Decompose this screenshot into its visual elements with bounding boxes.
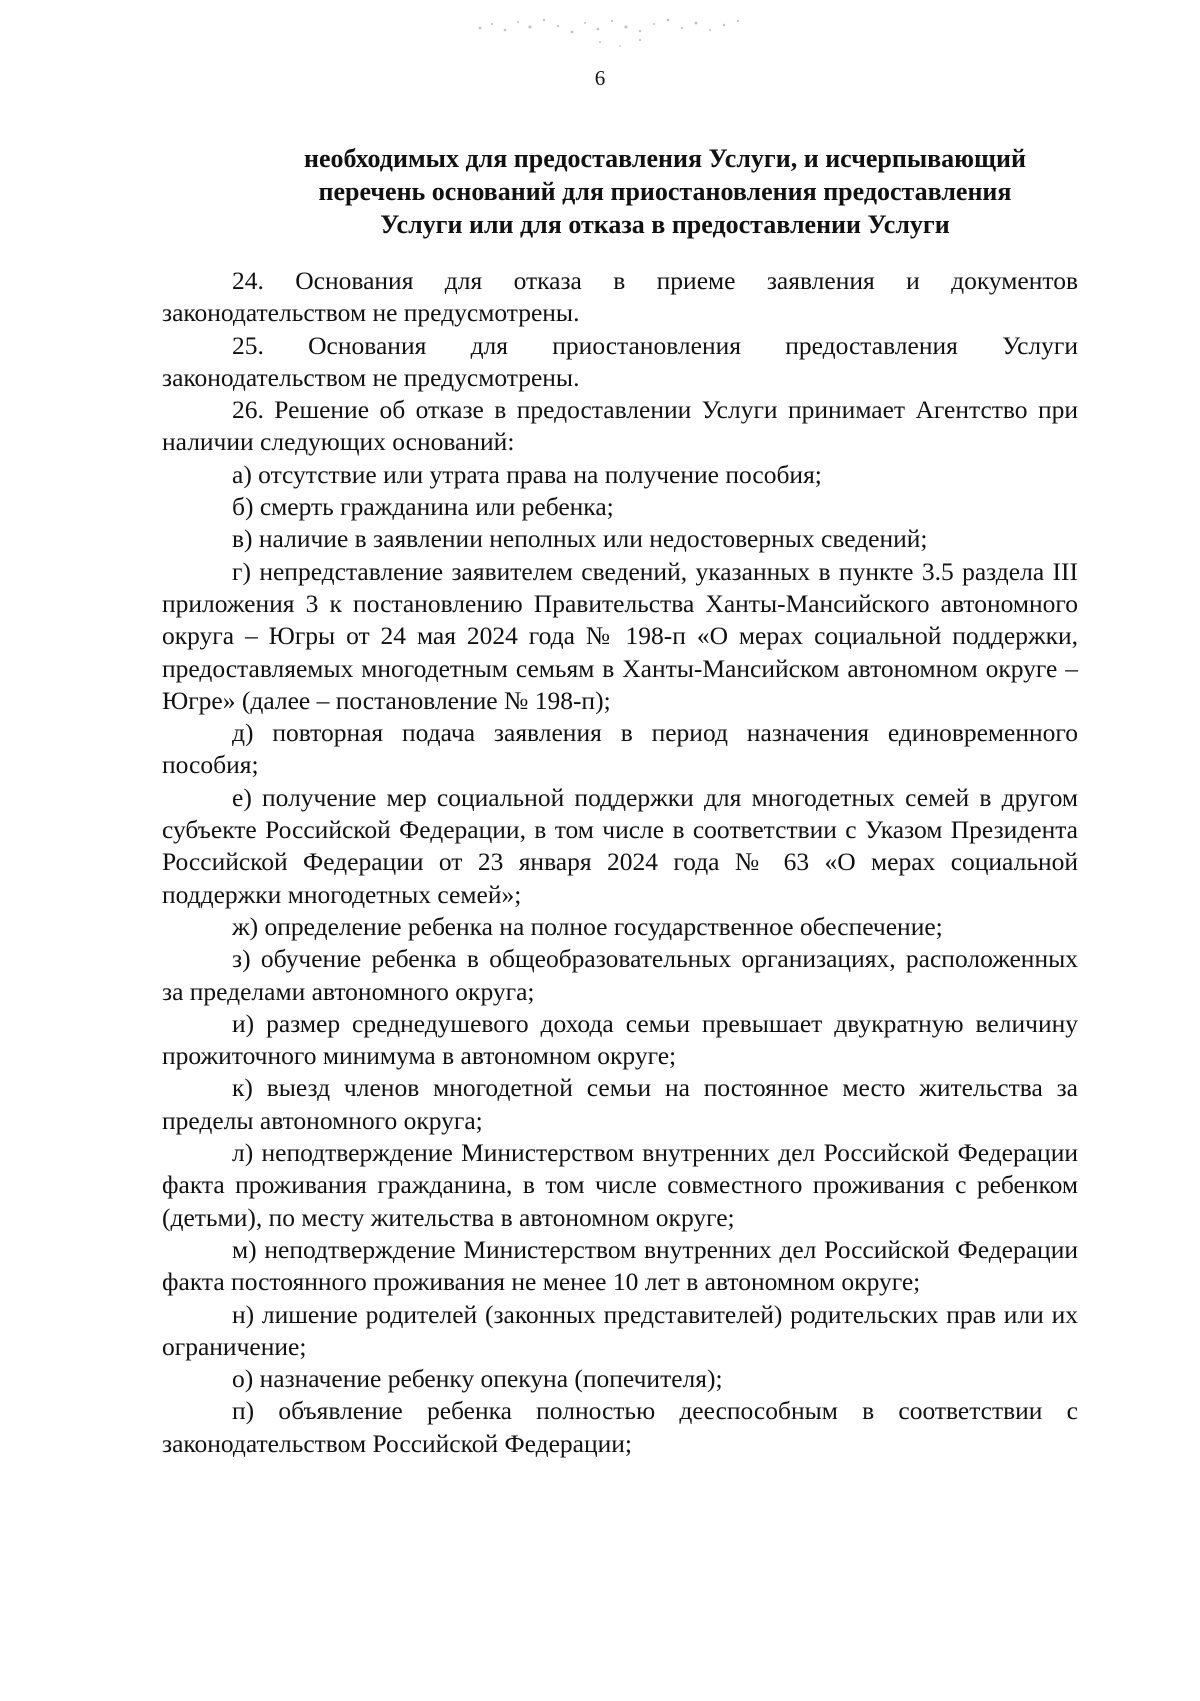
list-item-o: о) назначение ребенку опекуна (попечителя);: [232, 1364, 723, 1394]
list-item-b: б) смерть гражданина или ребенка;: [232, 492, 614, 522]
section-heading: [200, 142, 1130, 241]
list-item-e: е) получение мер социальной поддержки для многодетных семей в другом субъекте Российской Федерации, в том числе в соответствии с Указом Президента Российской Федерации от 23 января 2024 года № 63 «О мерах социальной поддержки многодетных семей»;: [162, 782, 1078, 909]
paragraph-24: 24. Основания для отказа в приеме заявления и документов законодательством не предусмотрены.: [162, 266, 1078, 328]
heading-line: необходимых для предоставления Услуги, и исчерпывающий: [304, 144, 1026, 173]
list-item-n: н) лишение родителей (законных представителей) родительских прав или их ограничение;: [162, 1299, 1078, 1361]
scan-artifact: [470, 8, 760, 52]
list-item-v: в) наличие в заявлении неполных или недостоверных сведений;: [232, 524, 928, 554]
list-item-p: п) объявление ребенка полностью дееспособным в соответствии с законодательством Российской Федерации;: [162, 1396, 1078, 1458]
list-item-k: к) выезд членов многодетной семьи на постоянное место жительства за пределы автономного округа;: [162, 1073, 1078, 1135]
paragraph-25: 25. Основания для приостановления предоставления Услуги законодательством не предусмотрены.: [162, 330, 1078, 392]
list-item-l: л) неподтверждение Министерством внутренних дел Российской Федерации факта проживания гражданина, в том числе совместного проживания с ребенком (детьми), по месту жительства в автономном округе;: [162, 1138, 1078, 1232]
list-item-i: и) размер среднедушевого дохода семьи превышает двукратную величину прожиточного минимума в автономном округе;: [162, 1008, 1078, 1071]
heading-line: Услуги или для отказа в предоставлении Услуги: [380, 210, 950, 239]
document-body: [162, 265, 1078, 1460]
paragraph-26: 26. Решение об отказе в предоставлении Услуги принимает Агентство при наличии следующих оснований:: [162, 395, 1078, 457]
page-number: 6: [594, 66, 606, 90]
list-item-zh: ж) определение ребенка на полное государственное обеспечение;: [232, 911, 943, 941]
list-item-g: г) непредставление заявителем сведений, указанных в пункте 3.5 раздела III приложения 3 к постановлению Правительства Ханты-Мансийского автономного округа – Югры от 24 мая 2024 года № 198-п «О мерах социальной поддержки, предоставляемых многодетным семьям в Ханты-Мансийском автономном округе – Югре» (далее – постановление № 198-п);: [162, 556, 1078, 715]
list-item-m: м) неподтверждение Министерством внутренних дел Российской Федерации факта постоянного проживания не менее 10 лет в автономном округе;: [162, 1234, 1078, 1297]
list-item-a: а) отсутствие или утрата права на получение пособия;: [232, 459, 822, 489]
heading-line: перечень оснований для приостановления предоставления: [318, 177, 1012, 206]
list-item-z: з) обучение ребенка в общеобразовательных организациях, расположенных за пределами автономного округа;: [162, 944, 1078, 1006]
list-item-d: д) повторная подача заявления в период назначения единовременного пособия;: [162, 718, 1078, 780]
